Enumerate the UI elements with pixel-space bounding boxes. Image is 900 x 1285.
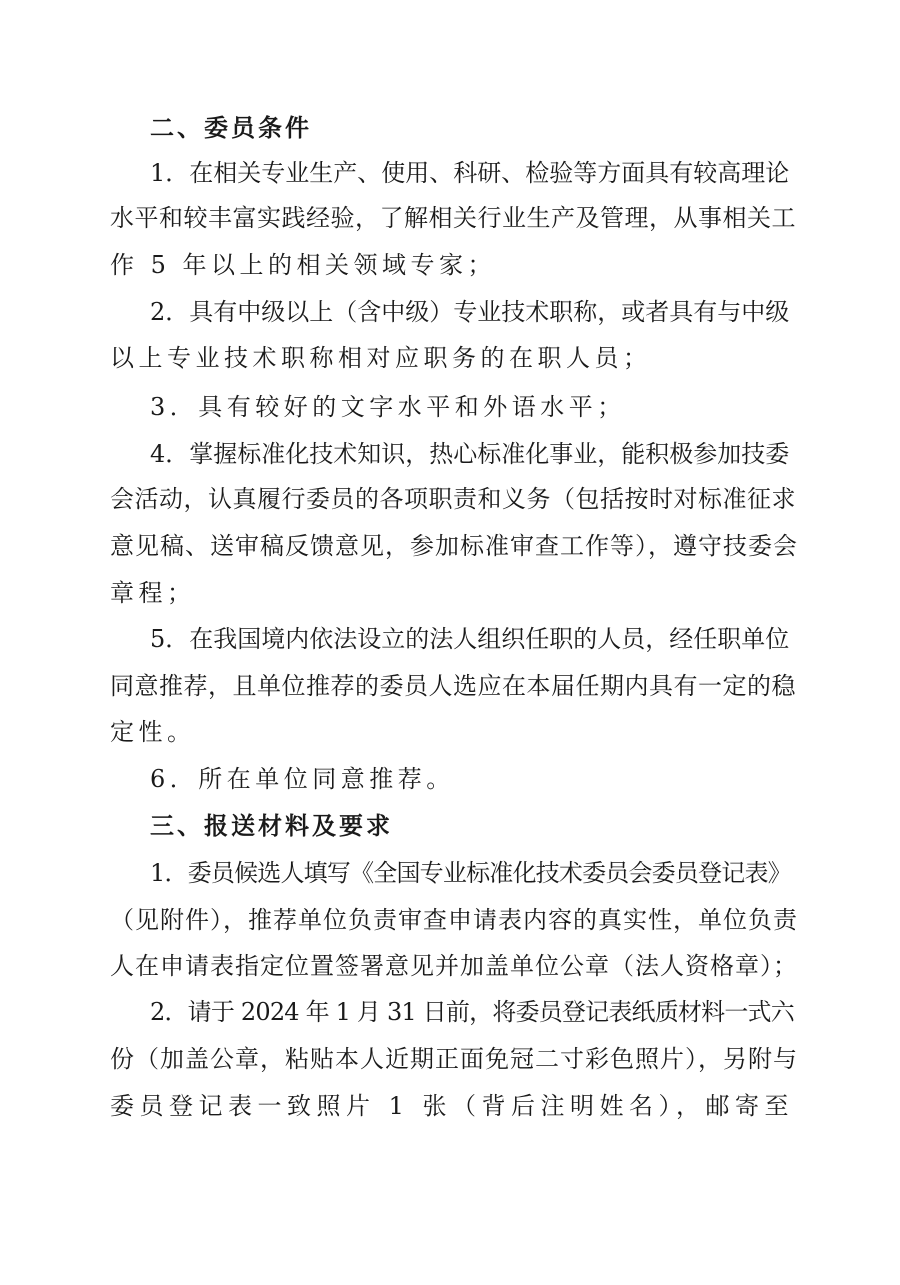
paragraph-line: 1．委员候选人填写《全国专业标准化技术委员会委员登记表》 [150,859,791,887]
paragraph-line: 委员登记表一致照片 1 张（背后注明姓名），邮寄至 [110,1092,795,1120]
paragraph-line: 2．请于 2024 年 1 月 31 日前，将委员登记表纸质材料一式六 [150,998,794,1026]
section-heading-member-conditions: 二、委员条件 [150,113,312,142]
paragraph-line: 定性。 [110,718,196,746]
paragraph-line: 2．具有中级以上（含中级）专业技术职称，或者具有与中级 [150,298,790,326]
paragraph-line: 以上专业技术职称相对应职务的在职人员； [110,344,652,372]
paragraph-line: 章程； [110,579,196,607]
paragraph-line: 5．在我国境内依法设立的法人组织任职的人员，经任职单位 [150,625,790,653]
paragraph-line: 同意推荐，且单位推荐的委员人选应在本届任期内具有一定的稳 [110,672,796,700]
paragraph-line: （见附件），推荐单位负责审查申请表内容的真实性，单位负责 [110,906,798,934]
paragraph-line: 作 5 年以上的相关领域专家； [110,251,497,279]
paragraph-line: 会活动，认真履行委员的各项职责和义务（包括按时对标准征求 [110,485,796,513]
paragraph-line: 3．具有较好的文字水平和外语水平； [150,393,626,421]
paragraph-line: 4．掌握标准化技术知识，热心标准化事业，能积极参加技委 [150,440,790,468]
paragraph-line: 意见稿、送审稿反馈意见，参加标准审查工作等），遵守技委会 [110,532,798,560]
paragraph-line: 1．在相关专业生产、使用、科研、检验等方面具有较高理论 [150,159,790,187]
paragraph-line: 人在申请表指定位置签署意见并加盖单位公章（法人资格章）； [110,952,798,980]
paragraph-line: 份（加盖公章，粘贴本人近期正面免冠二寸彩色照片），另附与 [110,1045,798,1073]
paragraph-line: 6．所在单位同意推荐。 [150,765,455,793]
section-heading-submission-materials: 三、报送材料及要求 [150,811,393,840]
paragraph-line: 水平和较丰富实践经验，了解相关行业生产及管理，从事相关工 [110,204,796,232]
